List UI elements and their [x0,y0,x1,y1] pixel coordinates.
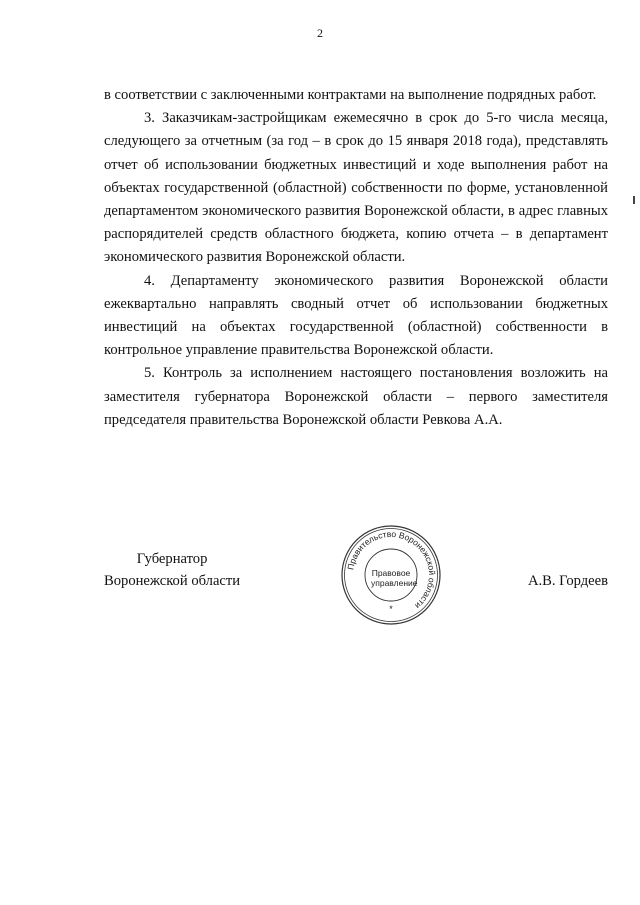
stamp-star: * [389,604,393,614]
stamp-center-text [371,568,418,588]
scan-mark [633,196,635,204]
stamp-center-line2: управление [371,578,418,588]
signer-title-line2: Воронежской области [104,573,241,589]
signer-title-line1: Губернатор [136,551,208,567]
stamp-center-line1: Правовое [371,568,411,578]
document-body [104,84,608,432]
page-number: 2 [317,26,323,40]
signer-title [104,548,240,592]
stamp-ring-text: Правительство Воронежской области [345,528,438,612]
paragraph-continuation: в соответствии с заключенными контрактами на выполнение подрядных работ. [104,87,597,103]
paragraph-item-3: 3. Заказчикам-застройщикам ежемесячно в срок до 5-го числа месяца, следующего за отчетным (за год – в срок до 15 января 2018 года), представлять отчет об использовании бюджетных инвестиций и ходе выполнения работ на объектах государственной (областной) собственности по форме, установленной департаментом экономического развития Воронежской области, в адрес главных распорядителей средств областного бюджета, копию отчета – в департамент экономического развития Воронежской области. [104,110,608,266]
paragraph-item-5: 5. Контроль за исполнением настоящего постановления возложить на заместителя губернатора Воронежской области – первого заместителя председателя правительства Воронежской области Ревкова А.А. [104,365,608,428]
paragraph-item-4: 4. Департаменту экономического развития Воронежской области ежеквартально направлять сводный отчет об использовании бюджетных инвестиций на объектах государственной (областной) собственности в контрольное управление правительства Воронежской области. [104,272,608,359]
signer-name: А.В. Гордеев [527,573,608,589]
